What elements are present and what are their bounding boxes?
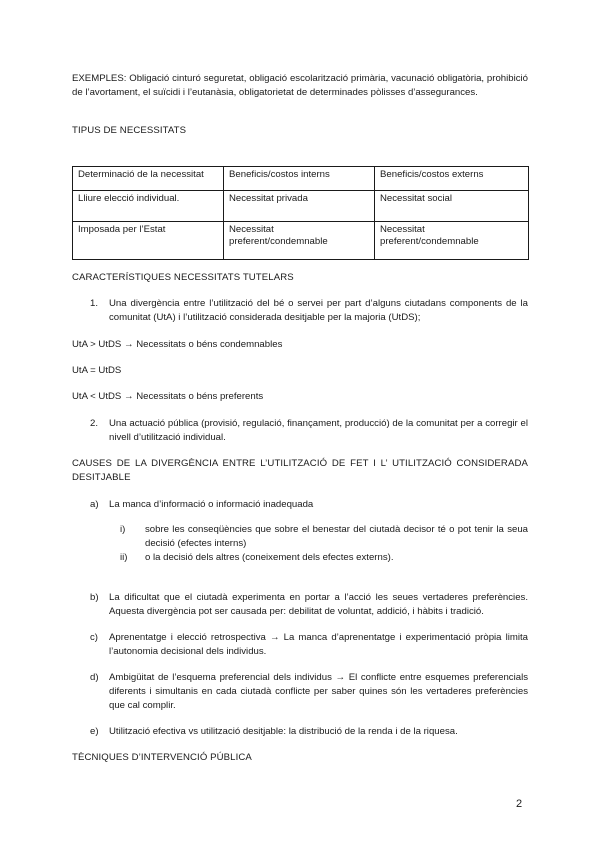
list-item-2: Una actuació pública (provisió, regulació, finançament, producció) de la comunitat per a corregir el nivell d’utilització individual. — [109, 418, 528, 443]
table-cell: Necessitat preferent/condemnable — [224, 222, 375, 260]
table-cell: Necessitat preferent/condemnable — [375, 222, 529, 260]
page-number: 2 — [516, 798, 523, 810]
list-letter: b) — [90, 592, 99, 603]
table-cell: Necessitat privada — [224, 191, 375, 222]
table-row — [73, 191, 529, 222]
subitem-i: sobre les conseqüències que sobre el benestar del ciutadà decisor té o pot tenir la seua decisió (efectes interns) — [145, 524, 528, 549]
formula-equal: UtA = UtDS — [72, 365, 122, 376]
sublist-number: i) — [120, 524, 126, 535]
cause-d: Ambigüitat de l’esquema preferencial dels individus → El conflicte entre esquemes preferencials diferents i simultanis en cada ciutadà conflicte per saber quines són les vertaderes preferències que cal complir. — [109, 672, 528, 711]
cause-e: Utilització efectiva vs utilització desitjable: la distribució de la renda i de la riquesa. — [109, 726, 458, 737]
cause-a: La manca d’informació o informació inadequada — [109, 499, 314, 510]
needs-table — [72, 166, 529, 260]
formula-condemnables: UtA > UtDS → Necessitats o béns condemnables — [72, 339, 283, 350]
table-header-cell: Beneficis/costos interns — [224, 167, 375, 191]
list-letter: d) — [90, 672, 99, 683]
cause-c: Aprenentatge i elecció retrospectiva → La manca d’aprenentatge i experimentació pròpia limita l’autonomia decisional dels individus. — [109, 632, 528, 657]
cause-b: La dificultat que el ciutadà experimenta en portar a l’acció les seues vertaderes preferències. Aquesta divergència pot ser causada per: debilitat de voluntat, addició, i hàbits i tradició. — [109, 592, 528, 617]
table-cell: Necessitat social — [375, 191, 529, 222]
list-letter: e) — [90, 726, 99, 737]
table-header-row — [73, 167, 529, 191]
list-item-1: Una divergència entre l’utilització del bé o servei per part d’alguns ciutadans components de la comunitat (UtA) i l’utilització considerada desitjable per la majoria (UtDS); — [109, 298, 528, 323]
table-cell: Lliure elecció individual. — [73, 191, 224, 222]
examples-paragraph: EXEMPLES: Obligació cinturó seguretat, obligació escolarització primària, vacunació obligatòria, prohibició de l’avortament, el suïcidi i l’eutanàsia, obligatorietat de determinades pòlisses d’assegurances. — [72, 73, 528, 98]
list-letter: a) — [90, 499, 99, 510]
formula-preferents: UtA < UtDS → Necessitats o béns preferents — [72, 391, 264, 402]
table-row — [73, 222, 529, 260]
list-number: 2. — [90, 418, 99, 429]
subitem-ii: o la decisió dels altres (coneixement dels efectes externs). — [145, 552, 394, 563]
causes-heading: CAUSES DE LA DIVERGÈNCIA ENTRE L’UTILITZACIÓ DE FET I L’ UTILITZACIÓ CONSIDERADA DESITJABLE — [72, 458, 528, 483]
list-number: 1. — [90, 298, 99, 309]
list-letter: c) — [90, 632, 98, 643]
table-cell: Imposada per l’Estat — [73, 222, 224, 260]
table-header-cell: Determinació de la necessitat — [73, 167, 224, 191]
tecniques-heading: TÈCNIQUES D’INTERVENCIÓ PÚBLICA — [72, 752, 252, 763]
caracteristiques-heading: CARACTERÍSTIQUES NECESSITATS TUTELARS — [72, 272, 294, 283]
sublist-number: ii) — [120, 552, 128, 563]
tipus-heading: TIPUS DE NECESSITATS — [72, 125, 187, 136]
table-header-cell: Beneficis/costos externs — [375, 167, 529, 191]
